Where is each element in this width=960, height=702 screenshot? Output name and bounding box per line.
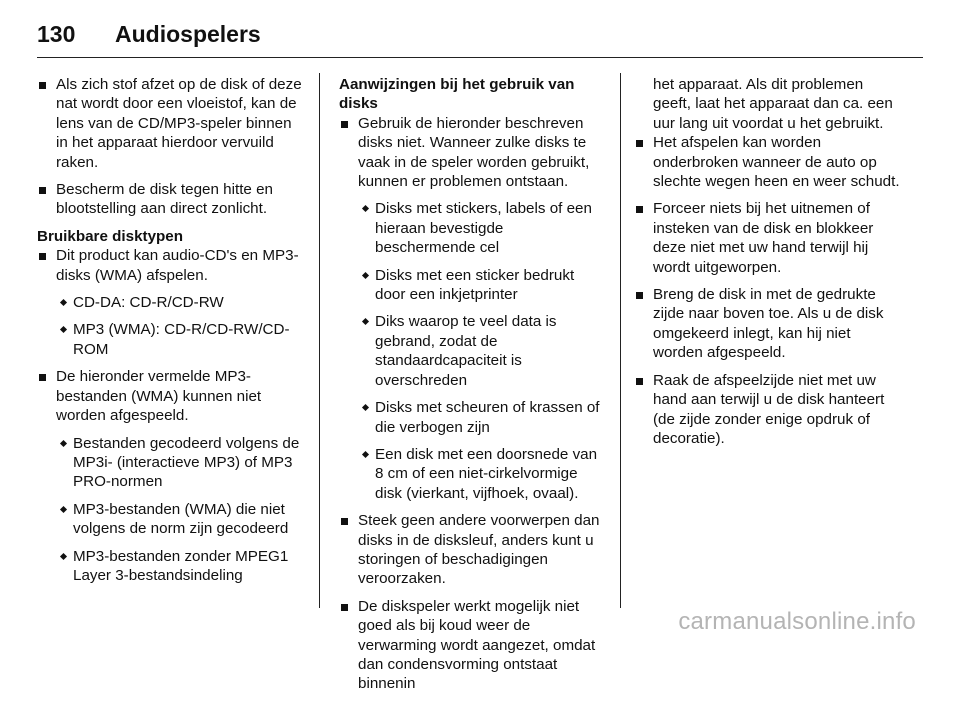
list-item: Raak de afspeelzijde niet met uw hand aan terwijl u de disk hanteert (de zijde zonder enige opdruk of decoratie). [634,371,904,449]
sub-list-item: Disks met stickers, labels of een hieraan bevestigde beschermende cel [339,199,607,257]
square-bullet-icon [341,518,348,525]
continued-paragraph: het apparaat. Als dit problemen geeft, laat het apparaat dan ca. een uur lang uit voordat u het gebruikt. [653,76,893,132]
square-bullet-icon [341,604,348,611]
sub-list-item: MP3-bestanden (WMA) die niet volgens de norm zijn gecodeerd [37,500,307,539]
list-item: De diskspeler werkt mogelijk niet goed als bij koud weer de verwarming wordt aangezet, omdat dan condensvorming ontstaat binnenin [339,597,607,694]
diamond-bullet-icon [60,299,67,306]
diamond-bullet-icon [60,552,67,559]
column-2 [339,75,607,702]
diamond-bullet-icon [362,404,369,411]
list-item: Bescherm de disk tegen hitte en blootstelling aan direct zonlicht. [37,180,307,219]
square-bullet-icon [39,253,46,260]
sub-list-item: MP3 (WMA): CD-R/CD-RW/CD-ROM [37,320,307,359]
section-heading: Bruikbare disktypen [37,227,184,245]
sub-list-item: Diks waarop te veel data is gebrand, zodat de standaardcapaciteit is overschreden [339,312,607,390]
square-bullet-icon [341,121,348,128]
square-bullet-icon [636,292,643,299]
square-bullet-icon [636,378,643,385]
diamond-bullet-icon [362,451,369,458]
diamond-bullet-icon [60,326,67,333]
diamond-bullet-icon [60,506,67,513]
section-heading: Aanwijzingen bij het gebruik van disks [339,76,575,113]
diamond-bullet-icon [362,272,369,279]
sub-list-item: MP3-bestanden zonder MPEG1 Layer 3-bestandsindeling [37,547,307,586]
square-bullet-icon [39,374,46,381]
sub-list-item: Disks met een sticker bedrukt door een inkjetprinter [339,266,607,305]
list-item: Als zich stof afzet op de disk of deze nat wordt door een vloeistof, kan de lens van de CD/MP3-speler binnen in het apparaat hierdoor vervuild raken. [37,75,307,172]
page-number: 130 [37,20,76,47]
list-item: De hieronder vermelde MP3-bestanden (WMA) kunnen niet worden afgespeeld. [37,367,307,425]
page-header [37,14,261,54]
sub-list-item: CD-DA: CD-R/CD-RW [37,293,307,312]
diamond-bullet-icon [362,205,369,212]
square-bullet-icon [39,187,46,194]
column-divider-2 [620,73,621,608]
sub-list-item: Een disk met een doorsnede van 8 cm of een niet-cirkelvormige disk (vierkant, vijfhoek, ovaal). [339,445,607,503]
column-divider-1 [319,73,320,608]
sub-list-item: Disks met scheuren of krassen of die verbogen zijn [339,398,607,437]
page-title: Audiospelers [115,20,261,47]
header-rule [37,57,923,58]
list-item: Steek geen andere voorwerpen dan disks in de disksleuf, anders kunt u storingen of beschadigingen veroorzaken. [339,511,607,589]
list-item: Forceer niets bij het uitnemen of insteken van de disk en blokkeer deze niet met uw hand terwijl hij wordt uitgeworpen. [634,199,904,277]
diamond-bullet-icon [362,318,369,325]
list-item: Dit product kan audio-CD's en MP3-disks (WMA) afspelen. [37,246,307,285]
square-bullet-icon [636,140,643,147]
column-1 [37,75,307,593]
list-item: Breng de disk in met de gedrukte zijde naar boven toe. Als u de disk omgekeerd inlegt, kan hij niet worden afgespeeld. [634,285,904,363]
sub-list-item: Bestanden gecodeerd volgens de MP3i- (interactieve MP3) of MP3 PRO-normen [37,434,307,492]
square-bullet-icon [39,82,46,89]
square-bullet-icon [636,206,643,213]
watermark: carmanualsonline.info [678,608,916,635]
diamond-bullet-icon [60,439,67,446]
list-item: Het afspelen kan worden onderbroken wanneer de auto op slechte wegen heen en weer schudt. [634,133,904,191]
list-item: Gebruik de hieronder beschreven disks niet. Wanneer zulke disks te vaak in de speler worden gebruikt, kunnen er problemen ontstaan. [339,114,607,192]
column-3 [634,75,904,456]
